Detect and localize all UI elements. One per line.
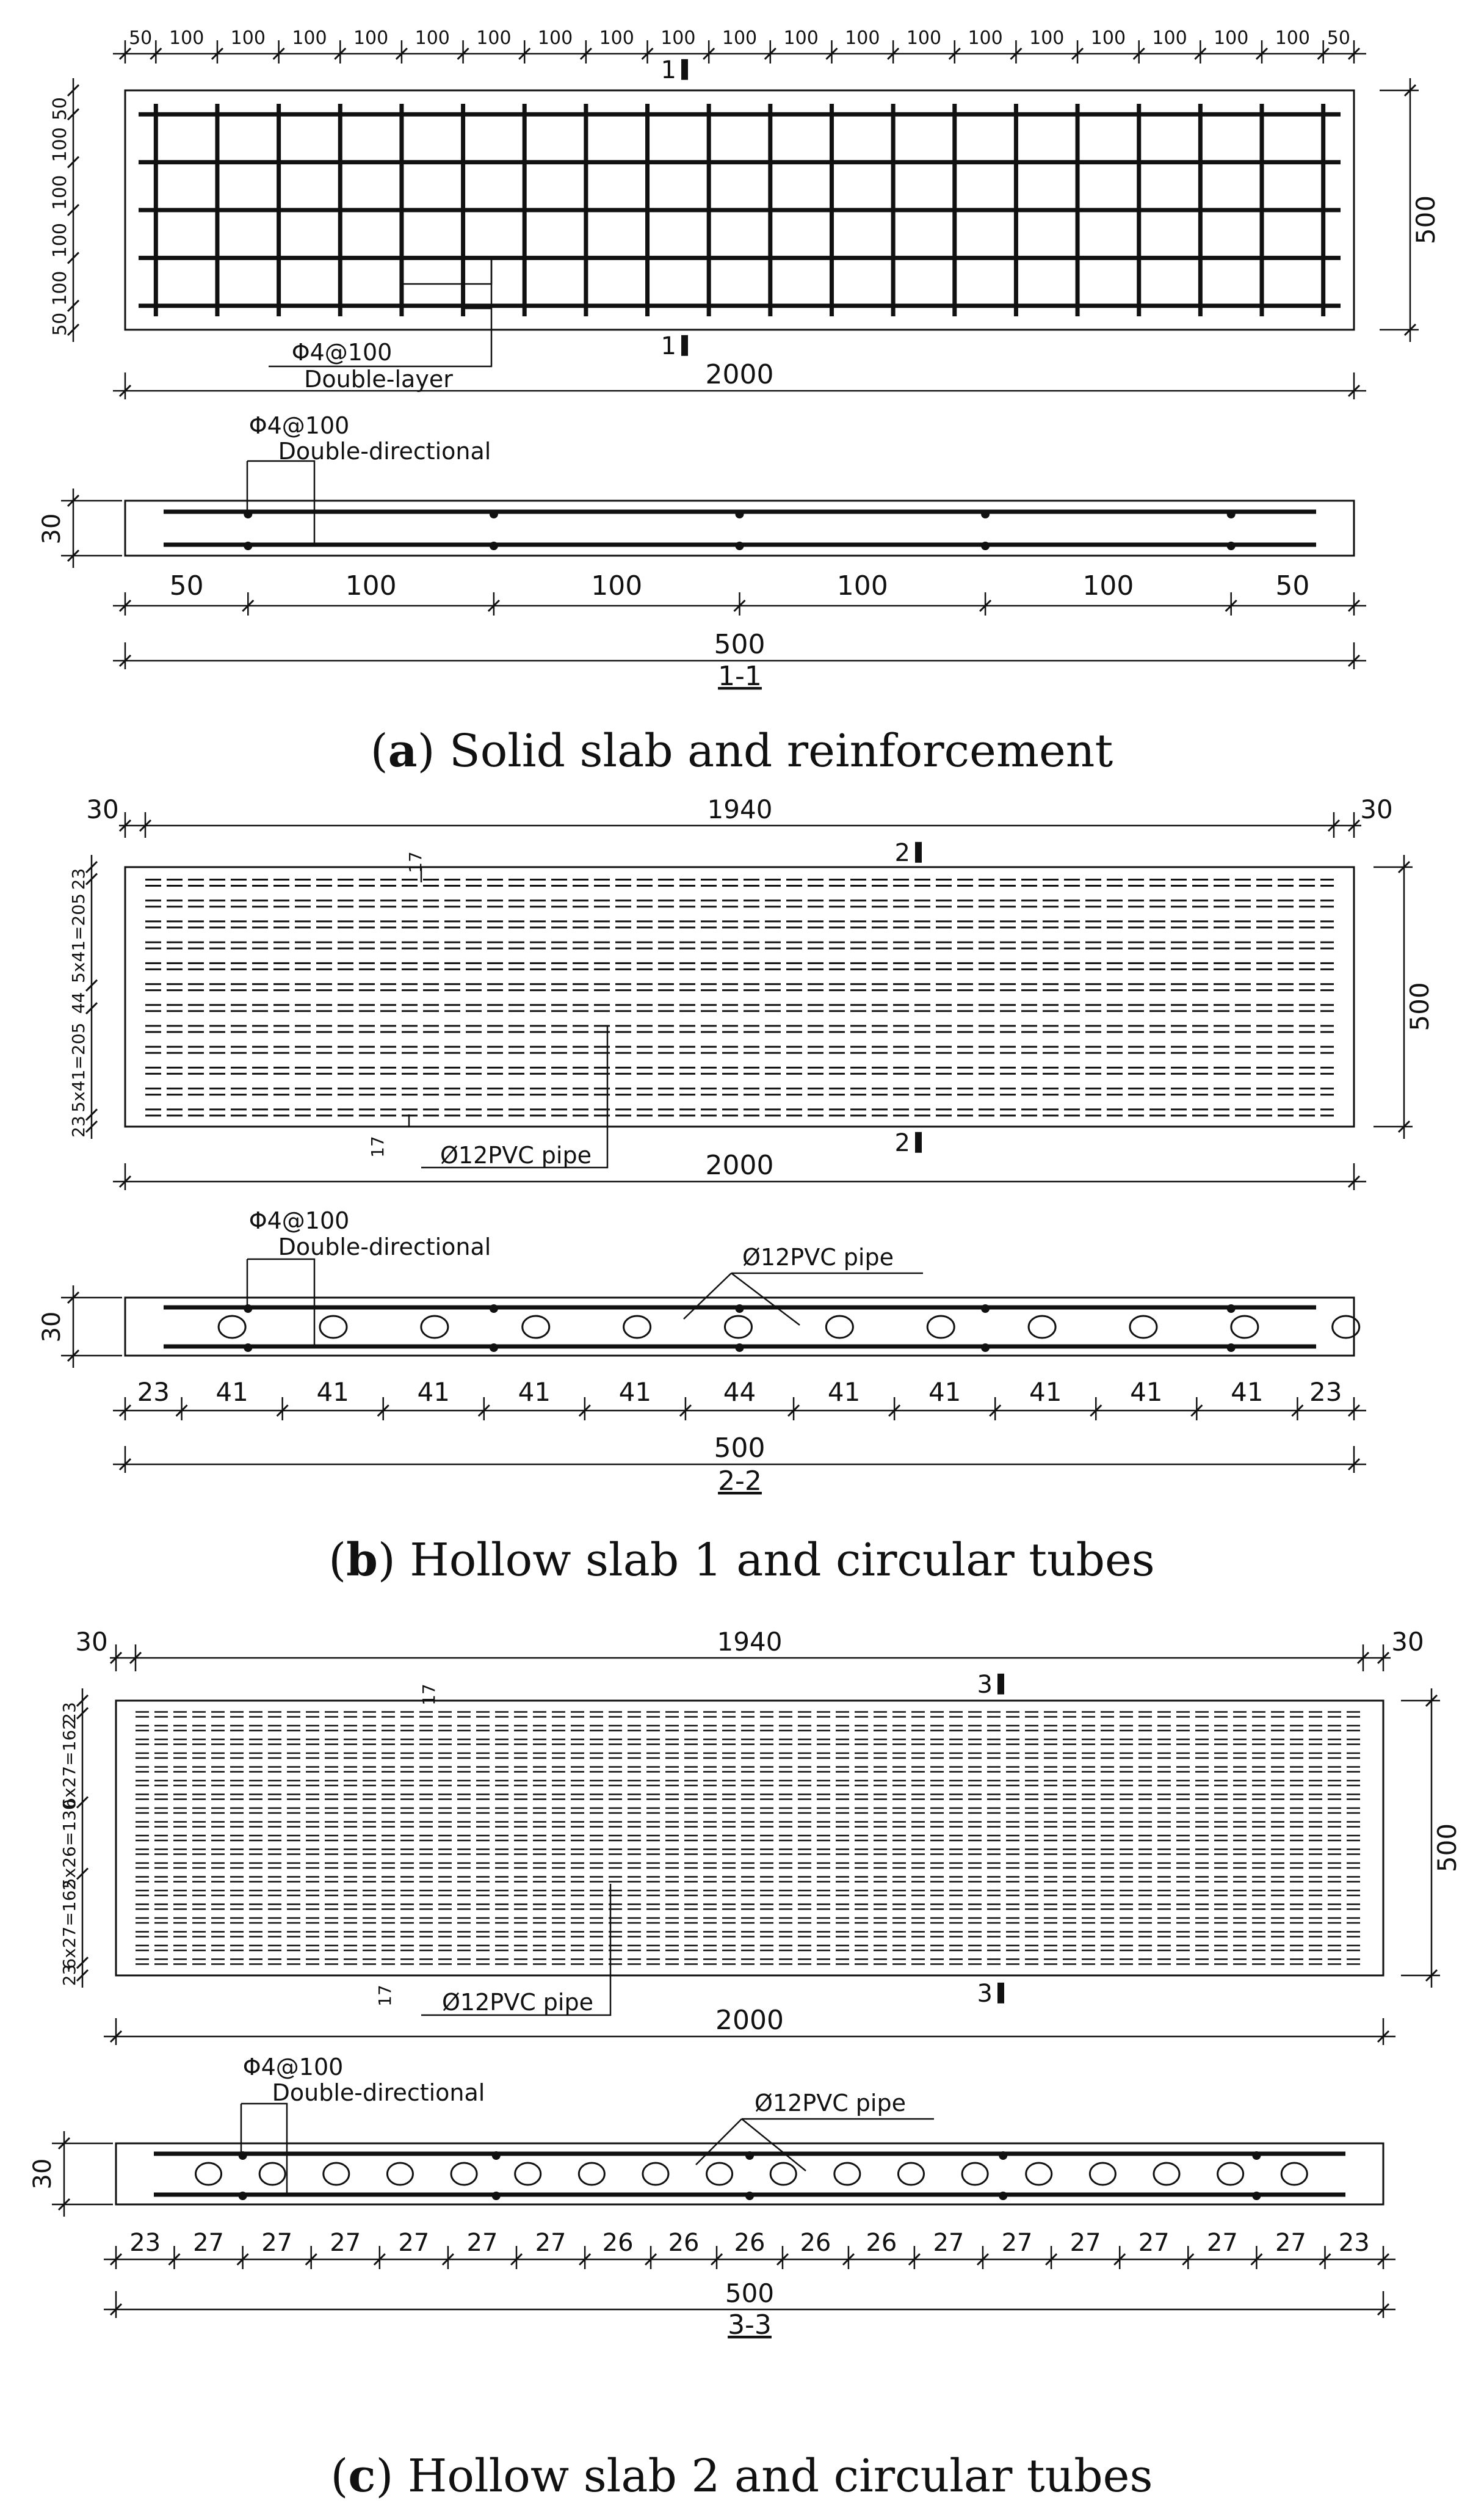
caption-paren-open: ( [370, 725, 388, 777]
plan-top-dims [75, 1627, 1424, 1671]
dim-value: 100 [537, 27, 573, 49]
rebar-dot [736, 542, 744, 550]
section-rebar-spec-note: Double-directional [278, 438, 491, 465]
section-mark [895, 1129, 922, 1157]
plan-length-dim [113, 1150, 1366, 1190]
rebar-grid [139, 104, 1341, 316]
dim-value: 100 [1214, 27, 1249, 49]
dim-value: 1940 [707, 794, 773, 824]
section-title: 1-1 [718, 661, 762, 692]
pvc-pipe [643, 2163, 668, 2185]
rebar-dot [490, 542, 498, 550]
pvc-pipe [1090, 2163, 1115, 2185]
dim-value: 100 [968, 27, 1003, 49]
pvc-pipe [898, 2163, 924, 2185]
section-mark [977, 1671, 1004, 1699]
dim-value: 5x41=205 [68, 1022, 89, 1113]
pipe-gap-label: 17 [375, 1985, 395, 2007]
pvc-pipe [624, 1316, 651, 1338]
dim-value: 27 [1070, 2229, 1101, 2257]
section-mark [661, 332, 688, 360]
dim-value: 23 [129, 2229, 161, 2257]
dim-value: 27 [1275, 2229, 1306, 2257]
dim-value: 27 [193, 2229, 225, 2257]
rebar-dot [490, 510, 498, 518]
dim-value: 23 [68, 1116, 89, 1138]
pvc-pipe [962, 2163, 988, 2185]
section-thickness-dim [29, 2131, 113, 2217]
dim-value: 26 [800, 2229, 831, 2257]
dim-value: 50 [49, 97, 71, 121]
section-pipe-spec-label: Ø12PVC pipe [755, 2090, 906, 2116]
pvc-pipe [725, 1316, 751, 1338]
dim-value: 2000 [705, 1150, 774, 1181]
caption-letter: c [348, 2450, 376, 2502]
dim-value: 41 [417, 1377, 450, 1407]
pvc-pipe [320, 1316, 347, 1338]
rebar-spec-note: Double-layer [304, 366, 453, 393]
rebar-dot [492, 2192, 501, 2200]
rebar-dot [244, 1343, 252, 1352]
dim-value: 27 [330, 2229, 361, 2257]
dim-value: 23 [59, 1964, 79, 1986]
rebar-dot [999, 2151, 1007, 2160]
section-rebar-spec-label: Φ4@100 [242, 2054, 344, 2080]
rebar-dot [1252, 2192, 1261, 2200]
dim-value: 50 [169, 570, 204, 601]
panel-c-caption [331, 2450, 1153, 2502]
section-rebar-spec-label: Φ4@100 [248, 412, 350, 439]
dim-value: 100 [49, 223, 71, 258]
section-pipe-leader [684, 1273, 731, 1319]
pvc-pipe [219, 1316, 245, 1338]
pvc-pipe [1231, 1316, 1258, 1338]
section-mark-number: 1 [661, 332, 676, 360]
section-mark-number: 3 [977, 1980, 993, 2008]
section-rebar-spec-label: Φ4@100 [248, 1207, 350, 1234]
dim-value: 100 [292, 27, 327, 49]
dim-value: 50 [129, 27, 153, 49]
dim-value: 100 [353, 27, 389, 49]
dim-value: 100 [414, 27, 450, 49]
plan-width-dim [1380, 78, 1441, 342]
dim-value: 27 [535, 2229, 566, 2257]
slab-outline [116, 1701, 1383, 1975]
section-pipe-leader [731, 1273, 800, 1325]
dim-value: 100 [906, 27, 942, 49]
dim-value: 44 [68, 992, 89, 1014]
dim-value: 26 [602, 2229, 634, 2257]
rebar-dot [1227, 1304, 1236, 1313]
pvc-pipe [451, 2163, 477, 2185]
panel-b-caption [328, 1534, 1155, 1586]
dim-value: 41 [518, 1377, 551, 1407]
rebar-dot [239, 2192, 247, 2200]
dim-value: 30 [38, 513, 66, 545]
rebar-dot [736, 1304, 744, 1313]
plan-top-dims [113, 27, 1366, 64]
section-mark-bar [681, 59, 688, 80]
dim-value: 100 [169, 27, 205, 49]
pipe-gap-label: 17 [367, 1136, 388, 1158]
pvc-pipe [324, 2163, 349, 2185]
section-mark-number: 3 [977, 1671, 993, 1699]
dim-value: 27 [261, 2229, 293, 2257]
dim-value: 100 [476, 27, 512, 49]
rebar-dot [244, 510, 252, 518]
pvc-pipe [1333, 1316, 1359, 1338]
dim-value: 100 [1082, 570, 1134, 601]
pvc-pipe [515, 2163, 541, 2185]
section-mark-bar [915, 1132, 922, 1153]
dim-value: 44 [723, 1377, 756, 1407]
dim-value: 30 [38, 1311, 66, 1343]
dim-value: 100 [49, 271, 71, 306]
dim-value: 23 [1338, 2229, 1370, 2257]
dim-value: 41 [1130, 1377, 1163, 1407]
section-mark-number: 2 [894, 1129, 910, 1157]
plan-left-dims [49, 78, 79, 342]
dim-value: 23 [59, 1702, 79, 1724]
dim-value: 30 [75, 1627, 108, 1657]
dim-value: 500 [714, 1433, 766, 1464]
dim-value: 23 [1309, 1377, 1342, 1407]
dim-value: 1940 [717, 1627, 783, 1657]
dim-value: 30 [1360, 794, 1393, 824]
plan-width-dim [1374, 855, 1435, 1139]
pipe-spec-label: Ø12PVC pipe [440, 1142, 592, 1169]
panel-c-hollow-slab-2 [29, 1627, 1462, 2502]
rebar-dot [1252, 2151, 1261, 2160]
dim-value: 100 [722, 27, 758, 49]
pvc-pipe [1029, 1316, 1055, 1338]
dim-value: 500 [1405, 982, 1435, 1031]
dim-value: 100 [845, 27, 880, 49]
rebar-dot [736, 510, 744, 518]
section-dims [113, 1377, 1366, 1420]
dim-value: 27 [1001, 2229, 1033, 2257]
pvc-pipe [1281, 2163, 1307, 2185]
pvc-pipe [707, 2163, 733, 2185]
rebar-spec-label: Φ4@100 [291, 339, 393, 366]
rebar-dot [745, 2151, 754, 2160]
pvc-pipe [1154, 2163, 1179, 2185]
pipe-gap-label: 17 [405, 851, 425, 873]
dim-value: 41 [1231, 1377, 1264, 1407]
section-mark [977, 1980, 1004, 2008]
rebar-dot [981, 1304, 990, 1313]
section-thickness-dim [38, 1285, 122, 1368]
pvc-pipe [1130, 1316, 1157, 1338]
dim-value: 30 [29, 2158, 57, 2190]
pvc-pipe [259, 2163, 285, 2185]
section-mark [895, 839, 922, 867]
rebar-dot [1227, 510, 1236, 518]
dim-value: 27 [398, 2229, 430, 2257]
dim-value: 23 [68, 868, 89, 890]
caption-letter: a [388, 725, 418, 777]
dim-value: 100 [1029, 27, 1065, 49]
section-rebar-leader [247, 1259, 314, 1348]
panel-a-solid-slab [38, 27, 1441, 777]
section-mark-bar [997, 1674, 1004, 1695]
plan-width-dim [1401, 1688, 1462, 1988]
dim-value: 100 [345, 570, 397, 601]
dim-value: 41 [316, 1377, 349, 1407]
panel-b-hollow-slab-1 [38, 794, 1435, 1586]
dim-value: 100 [1090, 27, 1126, 49]
section-mark-number: 2 [894, 839, 910, 867]
plan-top-dims [86, 794, 1392, 838]
section-thickness-dim [38, 489, 122, 568]
caption-text: ) Solid slab and reinforcement [417, 725, 1113, 777]
dim-value: 2000 [705, 359, 774, 390]
pvc-pipe [826, 1316, 853, 1338]
dim-value: 26 [668, 2229, 700, 2257]
rebar-dot [736, 1343, 744, 1352]
dim-value: 100 [661, 27, 696, 49]
dim-value: 500 [714, 629, 766, 660]
dim-value: 30 [1391, 1627, 1424, 1657]
dim-value: 2000 [715, 2005, 784, 2036]
pvc-pipe [523, 1316, 549, 1338]
caption-text: ) Hollow slab 1 and circular tubes [377, 1534, 1155, 1586]
section-title: 2-2 [718, 1466, 762, 1497]
pvc-pipe [834, 2163, 860, 2185]
dim-value: 27 [933, 2229, 965, 2257]
dim-value: 5x26=130 [59, 1799, 79, 1889]
dim-value: 500 [1432, 1823, 1462, 1873]
dim-value: 27 [1138, 2229, 1170, 2257]
pvc-pipe [927, 1316, 954, 1338]
dim-value: 41 [928, 1377, 961, 1407]
dim-value: 41 [215, 1377, 248, 1407]
rebar-dot [745, 2192, 754, 2200]
section-pipe-leader [742, 2119, 806, 2171]
pvc-pipe [387, 2163, 413, 2185]
pvc-pipe [579, 2163, 604, 2185]
rebar-dot [999, 2192, 1007, 2200]
dim-value: 26 [866, 2229, 897, 2257]
plan-length-dim [104, 2005, 1395, 2045]
dim-value: 50 [1275, 570, 1310, 601]
rebar-dot [244, 542, 252, 550]
dim-value: 6x27=162 [59, 1879, 79, 1969]
section-mark-bar [915, 842, 922, 863]
pvc-pipe-rows [136, 1712, 1363, 1964]
rebar-dot [492, 2151, 501, 2160]
dim-value: 27 [466, 2229, 498, 2257]
section-dims [113, 570, 1366, 616]
section-pipe-spec-label: Ø12PVC pipe [742, 1244, 894, 1271]
dim-value: 41 [827, 1377, 861, 1407]
section-mark-bar [997, 1983, 1004, 2004]
pvc-pipe [1218, 2163, 1243, 2185]
dim-value: 100 [230, 27, 266, 49]
section-rebar-spec-note: Double-directional [278, 1233, 491, 1260]
pvc-pipe [1026, 2163, 1052, 2185]
pvc-pipe [196, 2163, 222, 2185]
pipe-gap-label: 17 [419, 1684, 439, 1706]
dim-value: 41 [1029, 1377, 1062, 1407]
rebar-dot [981, 542, 990, 550]
rebar-dot [490, 1304, 498, 1313]
pvc-pipe [421, 1316, 448, 1338]
dim-value: 6x27=162 [59, 1718, 79, 1809]
rebar-dot [981, 1343, 990, 1352]
dim-value: 100 [836, 570, 888, 601]
plan-left-dims [59, 1688, 88, 1988]
caption-letter: b [346, 1534, 378, 1586]
dim-value: 100 [1152, 27, 1187, 49]
dim-value: 100 [49, 127, 71, 162]
panel-a-caption [371, 725, 1113, 777]
plan-left-dims [68, 855, 97, 1139]
pipe-spec-label: Ø12PVC pipe [442, 1989, 593, 2016]
dim-value: 100 [599, 27, 634, 49]
dim-value: 100 [783, 27, 819, 49]
rebar-dot [244, 1304, 252, 1313]
pvc-pipe-rows [145, 880, 1334, 1116]
dim-value: 100 [1275, 27, 1310, 49]
dim-value: 30 [86, 794, 119, 824]
caption-text: ) Hollow slab 2 and circular tubes [375, 2450, 1153, 2502]
rebar-dot [1227, 542, 1236, 550]
section-rebar-spec-note: Double-directional [272, 2079, 485, 2106]
dim-value: 5x41=205 [68, 893, 89, 983]
section-mark-number: 1 [661, 56, 676, 84]
dim-value: 41 [618, 1377, 652, 1407]
section-rebar-leader [247, 461, 314, 545]
dim-value: 500 [725, 2278, 775, 2308]
rebar-leader [400, 256, 491, 284]
section-mark [661, 56, 688, 84]
dim-value: 50 [1327, 27, 1350, 49]
caption-paren-open: ( [328, 1534, 347, 1586]
rebar-dot [1227, 1343, 1236, 1352]
caption-paren-open: ( [330, 2450, 349, 2502]
rebar-dot [239, 2151, 247, 2160]
dim-value: 500 [1411, 195, 1441, 245]
section-dims [104, 2229, 1395, 2269]
dim-value: 27 [1206, 2229, 1238, 2257]
section-mark-bar [681, 335, 688, 356]
section-pipe-leader [696, 2119, 742, 2165]
rebar-dot [981, 510, 990, 518]
dim-value: 23 [137, 1377, 170, 1407]
section-title: 3-3 [728, 2309, 772, 2341]
dim-value: 100 [591, 570, 643, 601]
dim-value: 50 [49, 312, 71, 336]
dim-value: 100 [49, 175, 71, 210]
dim-value: 26 [734, 2229, 766, 2257]
rebar-dot [490, 1343, 498, 1352]
pvc-pipe [770, 2163, 796, 2185]
